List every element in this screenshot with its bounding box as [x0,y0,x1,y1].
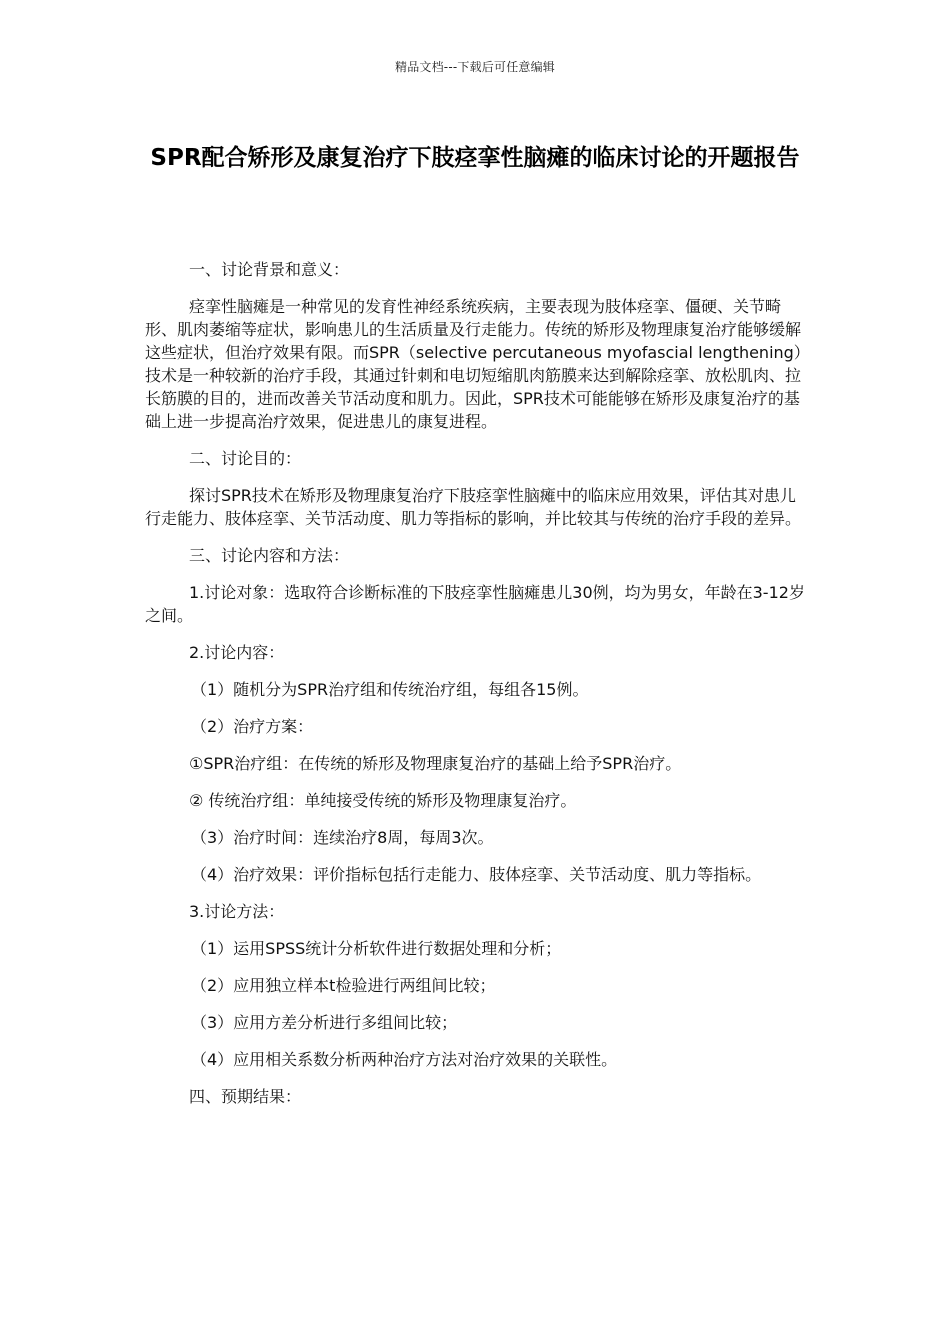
paragraph-purpose: 探讨SPR技术在矫形及物理康复治疗下肢痉挛性脑瘫中的临床应用效果，评估其对患儿行走能力、肢体痉挛、关节活动度、肌力等指标的影响，并比较其与传统的治疗手段的差异。 [145,486,802,528]
list-item-spss: （1）运用SPSS统计分析软件进行数据处理和分析； [191,939,562,958]
section-heading-expected-results: 四、预期结果： [189,1087,302,1106]
list-item-anova: （3）应用方差分析进行多组间比较； [191,1013,458,1032]
document-title: SPR配合矫形及康复治疗下肢痉挛性脑瘫的临床讨论的开题报告 [150,145,800,171]
section-heading-purpose: 二、讨论目的： [189,449,302,468]
list-item-correlation: （4）应用相关系数分析两种治疗方法对治疗效果的关联性。 [191,1050,618,1069]
paragraph-background: 痉挛性脑瘫是一种常见的发育性神经系统疾病，主要表现为肢体痉挛、僵硬、关节畸形、肌肉萎缩等症状，影响患儿的生活质量及行走能力。传统的矫形及物理康复治疗能够缓解这些症状，但治疗效果有限。而SPR（selective percutaneous myofascial lengthening）技术是一种较新的治疗手段，其通过针刺和电切短缩肌肉筋膜来达到解除痉挛、放松肌肉、拉长筋膜的目的，进而改善关节活动度和肌力。因此，SPR技术可能能够在矫形及康复治疗的基础上进一步提高治疗效果，促进患儿的康复进程。 [145,297,810,431]
list-item-plan: （2）治疗方案： [191,717,314,736]
page-header: 精品文档---下载后可任意编辑 [395,60,555,74]
list-item-content-heading: 2.讨论内容： [189,643,285,662]
document-body [145,258,810,1122]
list-item-spr-group: ①SPR治疗组：在传统的矫形及物理康复治疗的基础上给予SPR治疗。 [189,754,682,773]
list-item-traditional-group: ② 传统治疗组：单纯接受传统的矫形及物理康复治疗。 [189,791,577,810]
section-heading-background: 一、讨论背景和意义： [189,260,350,279]
list-item-t-test: （2）应用独立样本t检验进行两组间比较； [191,976,496,995]
section-heading-methods: 三、讨论内容和方法： [189,546,350,565]
list-item-subjects: 1.讨论对象：选取符合诊断标准的下肢痉挛性脑瘫患儿30例，均为男女，年龄在3-12岁之间。 [145,583,805,625]
list-item-duration: （3）治疗时间：连续治疗8周，每周3次。 [191,828,494,847]
list-item-grouping: （1）随机分为SPR治疗组和传统治疗组，每组各15例。 [191,680,589,699]
list-item-outcome: （4）治疗效果：评价指标包括行走能力、肢体痉挛、关节活动度、肌力等指标。 [191,865,762,884]
list-item-methods-heading: 3.讨论方法： [189,902,285,921]
